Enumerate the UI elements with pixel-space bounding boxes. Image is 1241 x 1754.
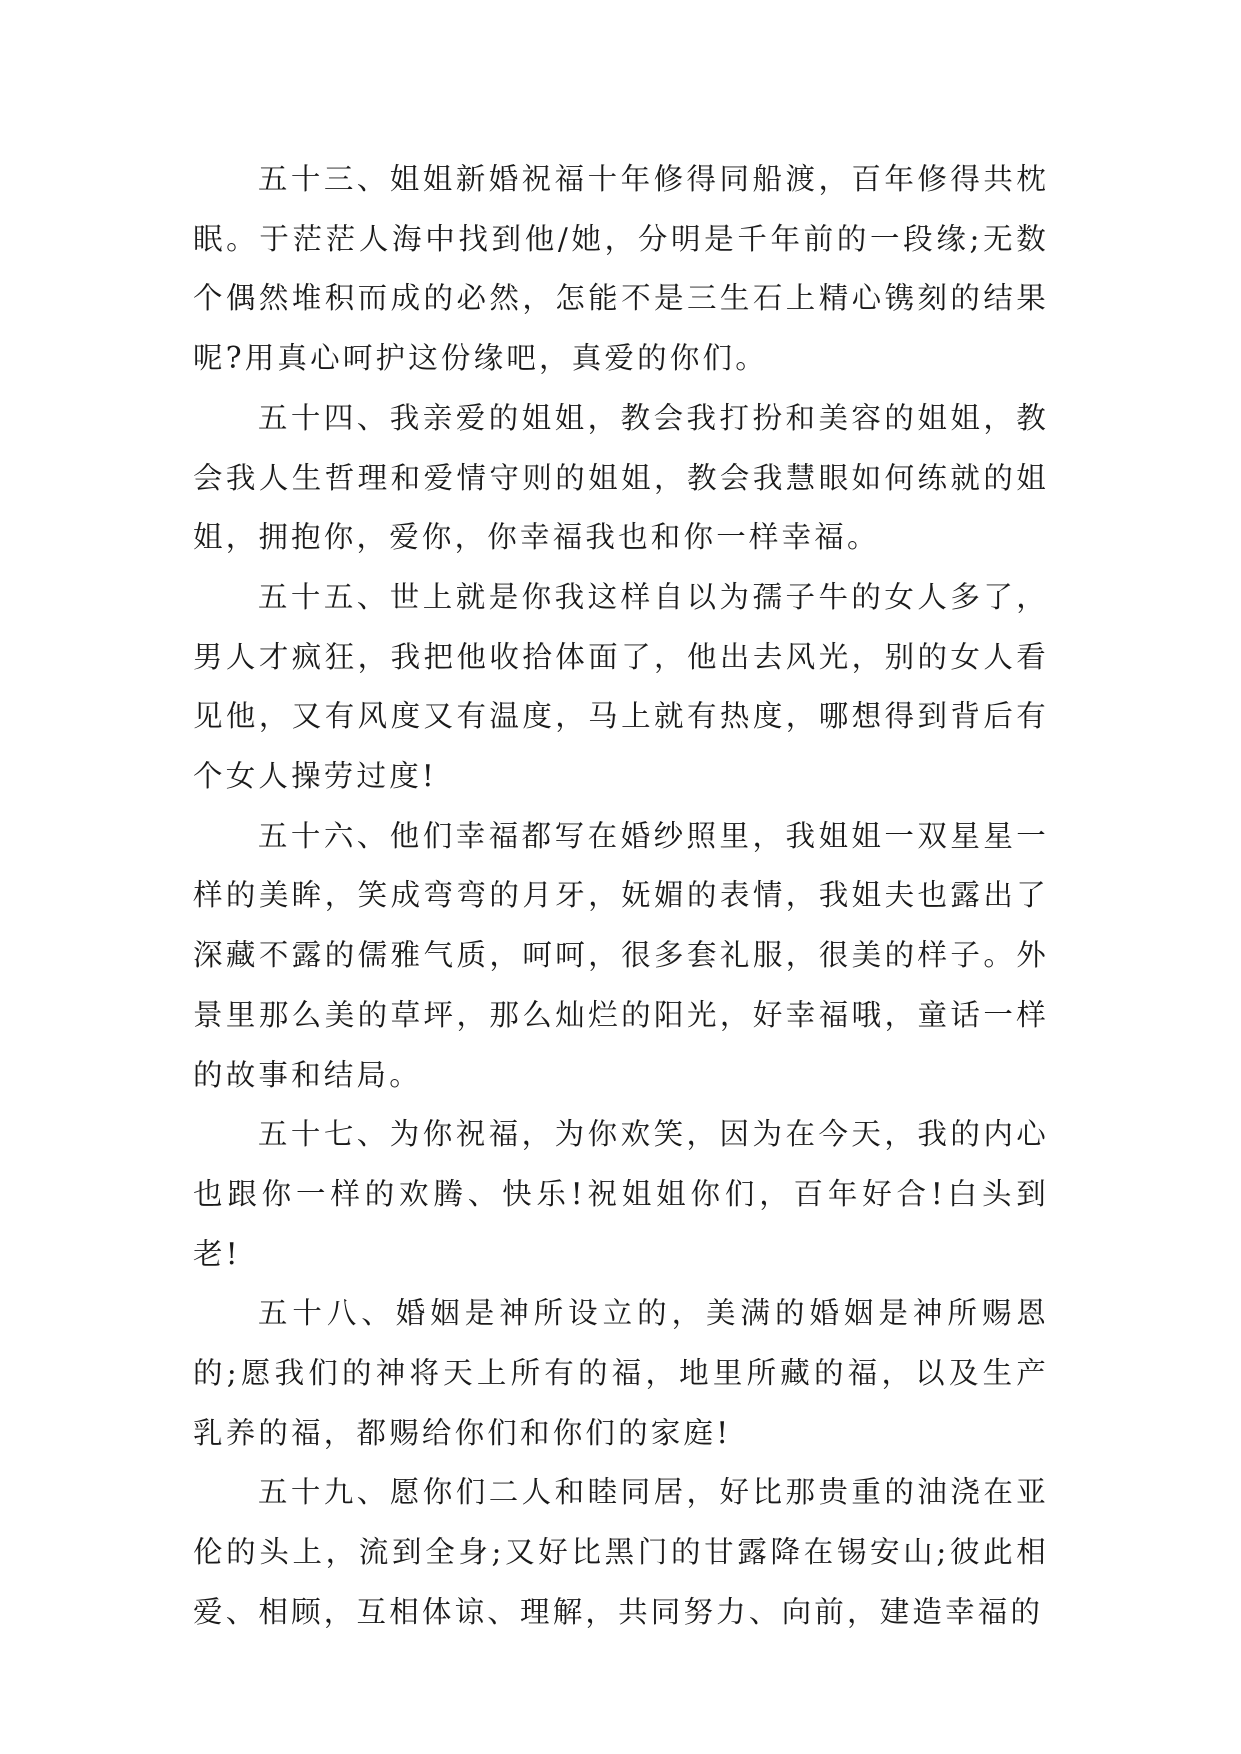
document-page: [193, 150, 1049, 1643]
paragraph-55: 五十五、世上就是你我这样自以为孺子牛的女人多了，男人才疯狂，我把他收拾体面了，他出去风光，别的女人看见他，又有风度又有温度，马上就有热度，哪想得到背后有个女人操劳过度!: [193, 579, 1049, 794]
paragraph-58: 五十八、婚姻是神所设立的，美满的婚姻是神所赐恩的;愿我们的神将天上所有的福，地里所藏的福，以及生产乳养的福，都赐给你们和你们的家庭!: [193, 1296, 1049, 1450]
paragraph-56: 五十六、他们幸福都写在婚纱照里，我姐姐一双星星一样的美眸，笑成弯弯的月牙，妩媚的表情，我姐夫也露出了深藏不露的儒雅气质，呵呵，很多套礼服，很美的样子。外景里那么美的草坪，那么灿烂的阳光，好幸福哦，童话一样的故事和结局。: [193, 818, 1049, 1092]
paragraph-57: 五十七、为你祝福，为你欢笑，因为在今天，我的内心也跟你一样的欢腾、快乐!祝姐姐你们，百年好合!白头到老!: [193, 1117, 1049, 1271]
paragraph-54: 五十四、我亲爱的姐姐，教会我打扮和美容的姐姐，教会我人生哲理和爱情守则的姐姐，教会我慧眼如何练就的姐姐，拥抱你，爱你，你幸福我也和你一样幸福。: [193, 400, 1049, 555]
paragraph-53: 五十三、姐姐新婚祝福十年修得同船渡，百年修得共枕眠。于茫茫人海中找到他/她，分明是千年前的一段缘;无数个偶然堆积而成的必然，怎能不是三生石上精心镌刻的结果呢?用真心呵护这份缘吧，真爱的你们。: [193, 162, 1049, 376]
paragraph-59: 五十九、愿你们二人和睦同居，好比那贵重的油浇在亚伦的头上，流到全身;又好比黑门的甘露降在锡安山;彼此相爱、相顾，互相体谅、理解，共同努力、向前，建造幸福的: [193, 1475, 1049, 1629]
